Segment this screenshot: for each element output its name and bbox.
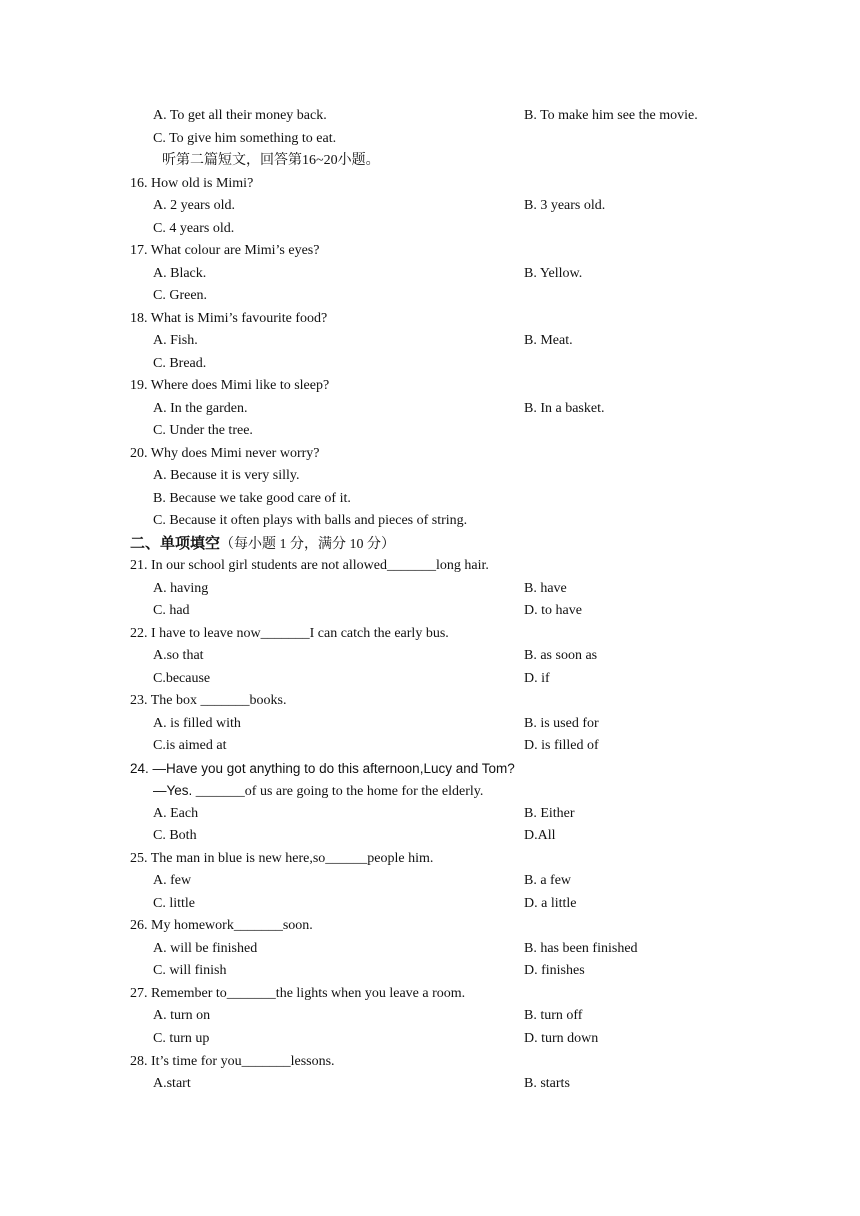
- q21-option-c: C. had: [153, 603, 190, 618]
- question-20: 20. Why does Mimi never worry?: [130, 446, 320, 461]
- q24-option-d: D.All: [524, 828, 556, 843]
- q17-option-b: B. Yellow.: [524, 266, 583, 281]
- q15-option-b: B. To make him see the movie.: [524, 108, 698, 123]
- section-heading: [130, 535, 395, 554]
- question-26: 26. My homework_______soon.: [130, 918, 313, 933]
- q18-option-c: C. Bread.: [153, 356, 207, 371]
- question-24: 24. —Have you got anything to do this afternoon,Lucy and Tom?: [130, 761, 515, 776]
- question-24-reply: [153, 782, 483, 801]
- q23-option-d: D. is filled of: [524, 738, 599, 753]
- q15-option-a: A. To get all their money back.: [153, 108, 327, 123]
- q22-option-a: A.so that: [153, 648, 204, 663]
- q15-option-c: C. To give him something to eat.: [153, 131, 337, 146]
- q18-option-a: A. Fish.: [153, 333, 198, 348]
- q21-option-a: A. having: [153, 581, 209, 596]
- question-25: 25. The man in blue is new here,so______people him.: [130, 851, 434, 866]
- q26-option-a: A. will be finished: [153, 941, 258, 956]
- q23-option-a: A. is filled with: [153, 716, 241, 731]
- question-24-reply-text: _______of us are going to the home for the elderly.: [192, 784, 484, 799]
- q25-option-c: C. little: [153, 896, 195, 911]
- section-heading-title: 二、单项填空: [130, 536, 221, 552]
- q19-option-c: C. Under the tree.: [153, 423, 253, 438]
- question-21: 21. In our school girl students are not allowed_______long hair.: [130, 558, 489, 573]
- q20-option-a: A. Because it is very silly.: [153, 468, 300, 483]
- q21-option-d: D. to have: [524, 603, 582, 618]
- q27-option-c: C. turn up: [153, 1031, 210, 1046]
- question-17: 17. What colour are Mimi’s eyes?: [130, 243, 320, 258]
- q24-option-c: C. Both: [153, 828, 197, 843]
- q18-option-b: B. Meat.: [524, 333, 573, 348]
- q26-option-b: B. has been finished: [524, 941, 638, 956]
- q17-option-a: A. Black.: [153, 266, 207, 281]
- q25-option-a: A. few: [153, 873, 192, 888]
- q26-option-c: C. will finish: [153, 963, 227, 978]
- question-19: 19. Where does Mimi like to sleep?: [130, 378, 330, 393]
- q19-option-b: B. In a basket.: [524, 401, 605, 416]
- question-22: 22. I have to leave now_______I can catch the early bus.: [130, 626, 449, 641]
- q25-option-b: B. a few: [524, 873, 572, 888]
- q28-option-b: B. starts: [524, 1076, 570, 1091]
- q27-option-b: B. turn off: [524, 1008, 583, 1023]
- q27-option-d: D. turn down: [524, 1031, 599, 1046]
- section-heading-note: （每小题 1 分，满分 10 分）: [220, 537, 396, 552]
- q22-option-d: D. if: [524, 671, 550, 686]
- q26-option-d: D. finishes: [524, 963, 585, 978]
- q24-option-a: A. Each: [153, 806, 199, 821]
- question-24-reply-prefix: —Yes.: [153, 783, 193, 798]
- question-27: 27. Remember to_______the lights when you leave a room.: [130, 986, 466, 1001]
- q20-option-b: B. Because we take good care of it.: [153, 491, 351, 506]
- q24-option-b: B. Either: [524, 806, 575, 821]
- q16-option-c: C. 4 years old.: [153, 221, 235, 236]
- q22-option-c: C.because: [153, 671, 211, 686]
- question-28: 28. It’s time for you_______lessons.: [130, 1054, 335, 1069]
- q21-option-b: B. have: [524, 581, 567, 596]
- q28-option-a: A.start: [153, 1076, 191, 1091]
- q23-option-c: C.is aimed at: [153, 738, 227, 753]
- q20-option-c: C. Because it often plays with balls and pieces of string.: [153, 513, 468, 528]
- q19-option-a: A. In the garden.: [153, 401, 248, 416]
- q17-option-c: C. Green.: [153, 288, 208, 303]
- q22-option-b: B. as soon as: [524, 648, 598, 663]
- q16-option-a: A. 2 years old.: [153, 198, 236, 213]
- q16-option-b: B. 3 years old.: [524, 198, 606, 213]
- q27-option-a: A. turn on: [153, 1008, 211, 1023]
- q25-option-d: D. a little: [524, 896, 577, 911]
- question-18: 18. What is Mimi’s favourite food?: [130, 311, 328, 326]
- question-16: 16. How old is Mimi?: [130, 176, 254, 191]
- question-23: 23. The box _______books.: [130, 693, 287, 708]
- section-instruction: 听第二篇短文，回答第16~20小题。: [162, 153, 380, 168]
- q23-option-b: B. is used for: [524, 716, 599, 731]
